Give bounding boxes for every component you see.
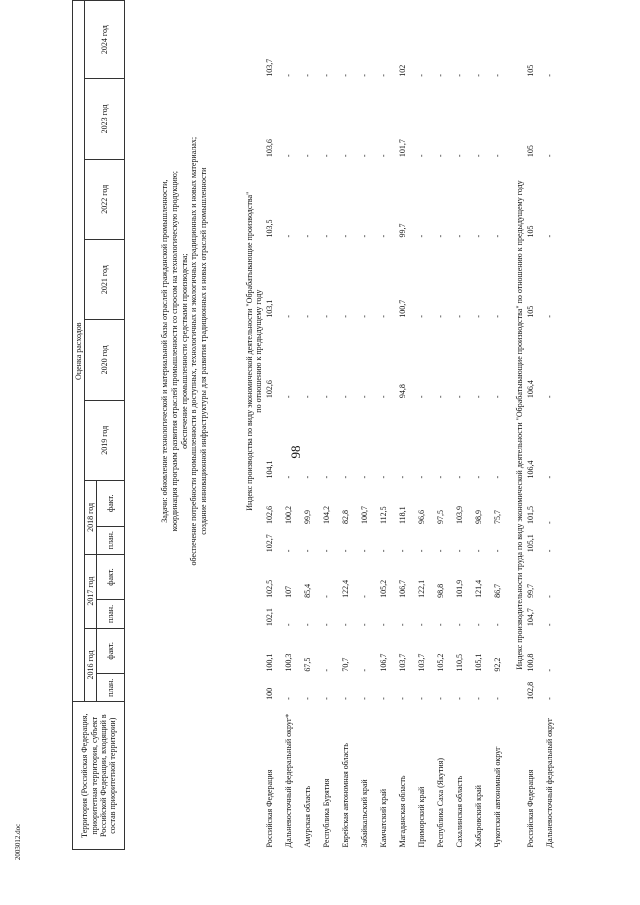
territory-name: Приморский край bbox=[417, 786, 427, 848]
section-title: Индекс производительности труда по виду экономической деятельности "Обрабатывающие производства" по отношению к предыдущему году bbox=[514, 180, 524, 670]
section-title-line: по отношению к предыдущему году bbox=[254, 289, 264, 413]
task-line: координация программ развития отраслей промышленности со спросом на технологическую продукцию; bbox=[169, 170, 179, 532]
value-cell: 102,6 bbox=[265, 506, 275, 525]
value-cell: 100,3 bbox=[284, 653, 294, 672]
fact-header: факт. bbox=[97, 628, 125, 674]
value-cell: 100,7 bbox=[398, 299, 408, 318]
value-cell: - bbox=[360, 668, 370, 672]
value-cell: - bbox=[436, 623, 446, 627]
value-cell: - bbox=[303, 234, 313, 238]
value-cell: 102,5 bbox=[265, 579, 275, 598]
value-cell: - bbox=[322, 475, 332, 479]
value-cell: - bbox=[474, 154, 484, 158]
value-cell: 118,1 bbox=[398, 506, 408, 525]
year-header-2020: 2020 год bbox=[85, 320, 125, 400]
plan-header: план. bbox=[97, 674, 125, 702]
value-cell: 99,7 bbox=[398, 223, 408, 238]
value-cell: - bbox=[545, 475, 555, 479]
territory-name: Российская Федерация bbox=[526, 769, 536, 848]
value-cell: - bbox=[284, 74, 294, 77]
territory-name: Хабаровский край bbox=[474, 785, 484, 848]
table-body bbox=[125, 1, 565, 850]
value-cell: 105,1 bbox=[526, 534, 536, 553]
value-cell: - bbox=[303, 697, 313, 700]
value-cell: - bbox=[303, 315, 313, 318]
value-cell: 75,7 bbox=[493, 510, 503, 525]
value-cell: - bbox=[341, 234, 351, 238]
value-cell: - bbox=[417, 315, 427, 318]
year-header-2017: 2017 год bbox=[85, 554, 97, 628]
value-cell: - bbox=[417, 623, 427, 627]
value-cell: 122,1 bbox=[417, 579, 427, 598]
table-row bbox=[436, 1, 455, 850]
value-cell: - bbox=[436, 549, 446, 553]
table-row bbox=[284, 1, 303, 850]
value-cell: - bbox=[341, 549, 351, 553]
value-cell: 102,1 bbox=[265, 608, 275, 627]
value-cell: 99,9 bbox=[303, 510, 313, 525]
value-cell: 104,7 bbox=[526, 608, 536, 627]
value-cell: - bbox=[474, 623, 484, 627]
value-cell: 121,4 bbox=[474, 579, 484, 598]
value-cell: - bbox=[284, 234, 294, 238]
value-cell: - bbox=[398, 697, 408, 700]
section-title-spacer bbox=[243, 702, 265, 850]
value-cell: - bbox=[360, 595, 370, 598]
table-row bbox=[526, 1, 545, 850]
territory-name: Республика Саха (Якутия) bbox=[436, 757, 446, 848]
value-cell: - bbox=[341, 154, 351, 158]
table-row bbox=[474, 1, 493, 850]
value-cell: - bbox=[417, 234, 427, 238]
value-cell: 103,7 bbox=[265, 58, 275, 77]
value-cell: - bbox=[284, 475, 294, 479]
value-cell: 100,8 bbox=[526, 653, 536, 672]
value-cell: - bbox=[474, 549, 484, 553]
value-cell: - bbox=[379, 395, 389, 399]
value-cell: - bbox=[398, 623, 408, 627]
value-cell: - bbox=[436, 154, 446, 158]
value-cell: 98,9 bbox=[474, 510, 484, 525]
table-row bbox=[360, 1, 379, 850]
value-cell: 106,7 bbox=[379, 653, 389, 672]
expenditure-table bbox=[72, 0, 564, 850]
value-cell: - bbox=[436, 234, 446, 238]
table-row bbox=[398, 1, 417, 850]
table-row bbox=[455, 1, 474, 850]
value-cell: - bbox=[379, 234, 389, 238]
value-cell: - bbox=[360, 154, 370, 158]
value-cell: 104,1 bbox=[265, 460, 275, 479]
value-cell: - bbox=[303, 549, 313, 553]
value-cell: - bbox=[322, 549, 332, 553]
value-cell: 82,8 bbox=[341, 510, 351, 525]
value-cell: 102,6 bbox=[265, 380, 275, 399]
value-cell: 100,2 bbox=[284, 506, 294, 525]
value-cell: - bbox=[436, 315, 446, 318]
value-cell: 101,5 bbox=[526, 506, 536, 525]
value-cell: - bbox=[379, 549, 389, 553]
table-header bbox=[73, 1, 125, 850]
value-cell: - bbox=[284, 315, 294, 318]
value-cell: - bbox=[341, 697, 351, 700]
value-cell: 100,1 bbox=[265, 653, 275, 672]
table-row bbox=[265, 1, 284, 850]
territory-name: Республика Бурятия bbox=[322, 778, 332, 848]
tasks-row bbox=[125, 1, 244, 850]
territory-name: Сахалинская область bbox=[455, 775, 465, 848]
footer-doc-code: 2003012.doc bbox=[14, 823, 22, 861]
table-row bbox=[341, 1, 360, 850]
value-cell: - bbox=[360, 475, 370, 479]
year-header-2021: 2021 год bbox=[85, 239, 125, 319]
value-cell: 99,7 bbox=[526, 583, 536, 598]
value-cell: - bbox=[322, 668, 332, 672]
value-cell: 100,7 bbox=[360, 506, 370, 525]
value-cell: - bbox=[322, 623, 332, 627]
tasks-text bbox=[125, 1, 244, 702]
value-cell: - bbox=[417, 475, 427, 479]
value-cell: 105,2 bbox=[379, 579, 389, 598]
task-line: Задачи: обновление технологической и материальной базы отраслей гражданской промышленности, bbox=[160, 179, 170, 523]
value-cell: 97,5 bbox=[436, 510, 446, 525]
value-cell: 102,8 bbox=[526, 681, 536, 700]
territory-name: Забайкальский край bbox=[360, 779, 370, 848]
table-row bbox=[493, 1, 512, 850]
year-header-2024: 2024 год bbox=[85, 1, 125, 79]
value-cell: - bbox=[474, 315, 484, 318]
value-cell: - bbox=[493, 154, 503, 158]
value-cell: - bbox=[545, 74, 555, 77]
value-cell: - bbox=[322, 315, 332, 318]
year-header-2019: 2019 год bbox=[85, 400, 125, 480]
fact-header: факт. bbox=[97, 554, 125, 600]
territory-name: Дальневосточный федеральный округ* bbox=[284, 713, 294, 848]
value-cell: - bbox=[545, 315, 555, 318]
value-cell: - bbox=[545, 154, 555, 158]
value-cell: - bbox=[360, 623, 370, 627]
value-cell: - bbox=[417, 697, 427, 700]
value-cell: - bbox=[545, 549, 555, 553]
plan-header: план. bbox=[97, 526, 125, 554]
value-cell: 112,5 bbox=[379, 506, 389, 525]
year-header-2022: 2022 год bbox=[85, 159, 125, 239]
value-cell: - bbox=[360, 697, 370, 700]
value-cell: - bbox=[417, 549, 427, 553]
value-cell: 107 bbox=[284, 585, 294, 598]
value-cell: - bbox=[322, 395, 332, 399]
value-cell: - bbox=[284, 697, 294, 700]
tasks-spacer bbox=[125, 702, 244, 850]
section-title-row bbox=[243, 1, 265, 850]
value-cell: 94,8 bbox=[398, 384, 408, 399]
value-cell: 106,4 bbox=[526, 460, 536, 479]
value-cell: 103,7 bbox=[417, 653, 427, 672]
year-header-2023: 2023 год bbox=[85, 79, 125, 159]
value-cell: - bbox=[303, 74, 313, 77]
value-cell: - bbox=[303, 395, 313, 399]
value-cell: 92,2 bbox=[493, 657, 503, 672]
value-cell: - bbox=[455, 315, 465, 318]
value-cell: 106,7 bbox=[398, 579, 408, 598]
value-cell: - bbox=[360, 74, 370, 77]
value-cell: - bbox=[360, 395, 370, 399]
value-cell: - bbox=[493, 234, 503, 238]
page-number: 98 bbox=[288, 445, 303, 459]
year-header-2016: 2016 год bbox=[85, 628, 97, 702]
table-row bbox=[322, 1, 341, 850]
value-cell: - bbox=[417, 74, 427, 77]
value-cell: - bbox=[474, 234, 484, 238]
value-cell: - bbox=[545, 697, 555, 700]
value-cell: - bbox=[379, 315, 389, 318]
value-cell: - bbox=[417, 395, 427, 399]
value-cell: 101,9 bbox=[455, 579, 465, 598]
value-cell: - bbox=[474, 697, 484, 700]
value-cell: - bbox=[436, 395, 446, 399]
value-cell: - bbox=[455, 395, 465, 399]
value-cell: 100 bbox=[265, 687, 275, 700]
table-row bbox=[417, 1, 436, 850]
value-cell: - bbox=[360, 234, 370, 238]
value-cell: 86,7 bbox=[493, 583, 503, 598]
value-cell: - bbox=[545, 668, 555, 672]
value-cell: - bbox=[341, 623, 351, 627]
value-cell: - bbox=[493, 74, 503, 77]
value-cell: - bbox=[455, 697, 465, 700]
value-cell: 103,1 bbox=[265, 299, 275, 318]
value-cell: - bbox=[341, 395, 351, 399]
value-cell: 105,1 bbox=[474, 653, 484, 672]
value-cell: 103,5 bbox=[265, 219, 275, 238]
value-cell: - bbox=[545, 395, 555, 399]
value-cell: - bbox=[398, 549, 408, 553]
task-line: создание инновационной инфраструктуры для развития традиционных и новых отраслей промышленности bbox=[198, 167, 208, 535]
value-cell: - bbox=[303, 154, 313, 158]
task-line: обеспечение потребности промышленности в доступных, технологичных и экологичных традиционных и новых материалах; bbox=[189, 136, 199, 566]
value-cell: 105 bbox=[526, 225, 536, 238]
value-cell: - bbox=[379, 475, 389, 479]
table-row bbox=[379, 1, 398, 850]
value-cell: - bbox=[455, 74, 465, 77]
value-cell: - bbox=[493, 475, 503, 479]
value-cell: 122,4 bbox=[341, 579, 351, 598]
value-cell: 70,7 bbox=[341, 657, 351, 672]
value-cell: - bbox=[341, 475, 351, 479]
territory-name: Дальневосточный федеральный округ bbox=[545, 717, 555, 848]
value-cell: - bbox=[379, 74, 389, 77]
value-cell: - bbox=[474, 475, 484, 479]
value-cell: - bbox=[284, 549, 294, 553]
value-cell: - bbox=[493, 623, 503, 627]
value-cell: - bbox=[545, 595, 555, 598]
value-cell: 103,6 bbox=[265, 139, 275, 158]
territory-name: Магаданская область bbox=[398, 775, 408, 848]
value-cell: - bbox=[284, 623, 294, 627]
value-cell: 85,4 bbox=[303, 583, 313, 598]
territory-name: Чукотский автономный округ bbox=[493, 746, 503, 848]
value-cell: 98,8 bbox=[436, 583, 446, 598]
estimate-header: Оценка расходов bbox=[73, 1, 85, 702]
value-cell: 105 bbox=[526, 305, 536, 318]
territory-name: Еврейская автономная область bbox=[341, 743, 351, 848]
task-line: обеспечение промышленности средствами производства; bbox=[179, 253, 189, 449]
value-cell: - bbox=[360, 315, 370, 318]
value-cell: - bbox=[474, 395, 484, 399]
value-cell: - bbox=[341, 315, 351, 318]
section-title-line: Индекс производства по виду экономической деятельности "Обрабатывающие производства" bbox=[245, 191, 255, 511]
value-cell: 67,5 bbox=[303, 657, 313, 672]
value-cell: - bbox=[284, 154, 294, 158]
value-cell: - bbox=[379, 623, 389, 627]
value-cell: - bbox=[493, 697, 503, 700]
value-cell: - bbox=[360, 549, 370, 553]
value-cell: - bbox=[455, 234, 465, 238]
territory-name: Камчатский край bbox=[379, 788, 389, 848]
value-cell: 102,7 bbox=[265, 534, 275, 553]
value-cell: 110,5 bbox=[455, 653, 465, 672]
plan-header: план. bbox=[97, 600, 125, 628]
value-cell: - bbox=[455, 475, 465, 479]
value-cell: 103,9 bbox=[455, 506, 465, 525]
value-cell: - bbox=[322, 697, 332, 700]
table-row bbox=[303, 1, 322, 850]
year-header-2018: 2018 год bbox=[85, 480, 97, 554]
value-cell: - bbox=[493, 395, 503, 399]
territory-header: Территория (Российская Федерация, приоритетная территория, субъект Российской Федерации, входящий в состав приоритетной территории) bbox=[73, 702, 125, 850]
value-cell: - bbox=[455, 623, 465, 627]
table-row bbox=[545, 1, 564, 850]
value-cell: - bbox=[436, 74, 446, 77]
value-cell: - bbox=[322, 74, 332, 77]
value-cell: 103,7 bbox=[398, 653, 408, 672]
value-cell: - bbox=[322, 154, 332, 158]
value-cell: - bbox=[436, 475, 446, 479]
value-cell: - bbox=[545, 521, 555, 525]
value-cell: - bbox=[322, 595, 332, 598]
value-cell: - bbox=[398, 475, 408, 479]
value-cell: - bbox=[455, 549, 465, 553]
value-cell: - bbox=[417, 154, 427, 158]
section-title bbox=[243, 1, 265, 702]
value-cell: - bbox=[379, 697, 389, 700]
value-cell: - bbox=[303, 475, 313, 479]
value-cell: 102 bbox=[398, 64, 408, 77]
value-cell: - bbox=[379, 154, 389, 158]
value-cell: - bbox=[474, 74, 484, 77]
section-title-row bbox=[512, 1, 526, 850]
value-cell: 101,7 bbox=[398, 139, 408, 158]
value-cell: - bbox=[455, 154, 465, 158]
value-cell: 96,6 bbox=[417, 510, 427, 525]
value-cell: 105,2 bbox=[436, 653, 446, 672]
value-cell: - bbox=[341, 74, 351, 77]
value-cell: 104,2 bbox=[322, 506, 332, 525]
value-cell: 105 bbox=[526, 145, 536, 158]
value-cell: - bbox=[493, 315, 503, 318]
value-cell: 106,4 bbox=[526, 380, 536, 399]
value-cell: - bbox=[436, 697, 446, 700]
value-cell: - bbox=[322, 234, 332, 238]
fact-header: факт. bbox=[97, 480, 125, 526]
territory-name: Российская Федерация bbox=[265, 769, 275, 848]
value-cell: - bbox=[493, 549, 503, 553]
value-cell: - bbox=[284, 395, 294, 399]
value-cell: - bbox=[545, 623, 555, 627]
value-cell: 105 bbox=[526, 64, 536, 77]
rotated-table-container bbox=[72, 0, 617, 850]
territory-name: Амурская область bbox=[303, 786, 313, 848]
value-cell: - bbox=[545, 234, 555, 238]
value-cell: - bbox=[303, 623, 313, 627]
